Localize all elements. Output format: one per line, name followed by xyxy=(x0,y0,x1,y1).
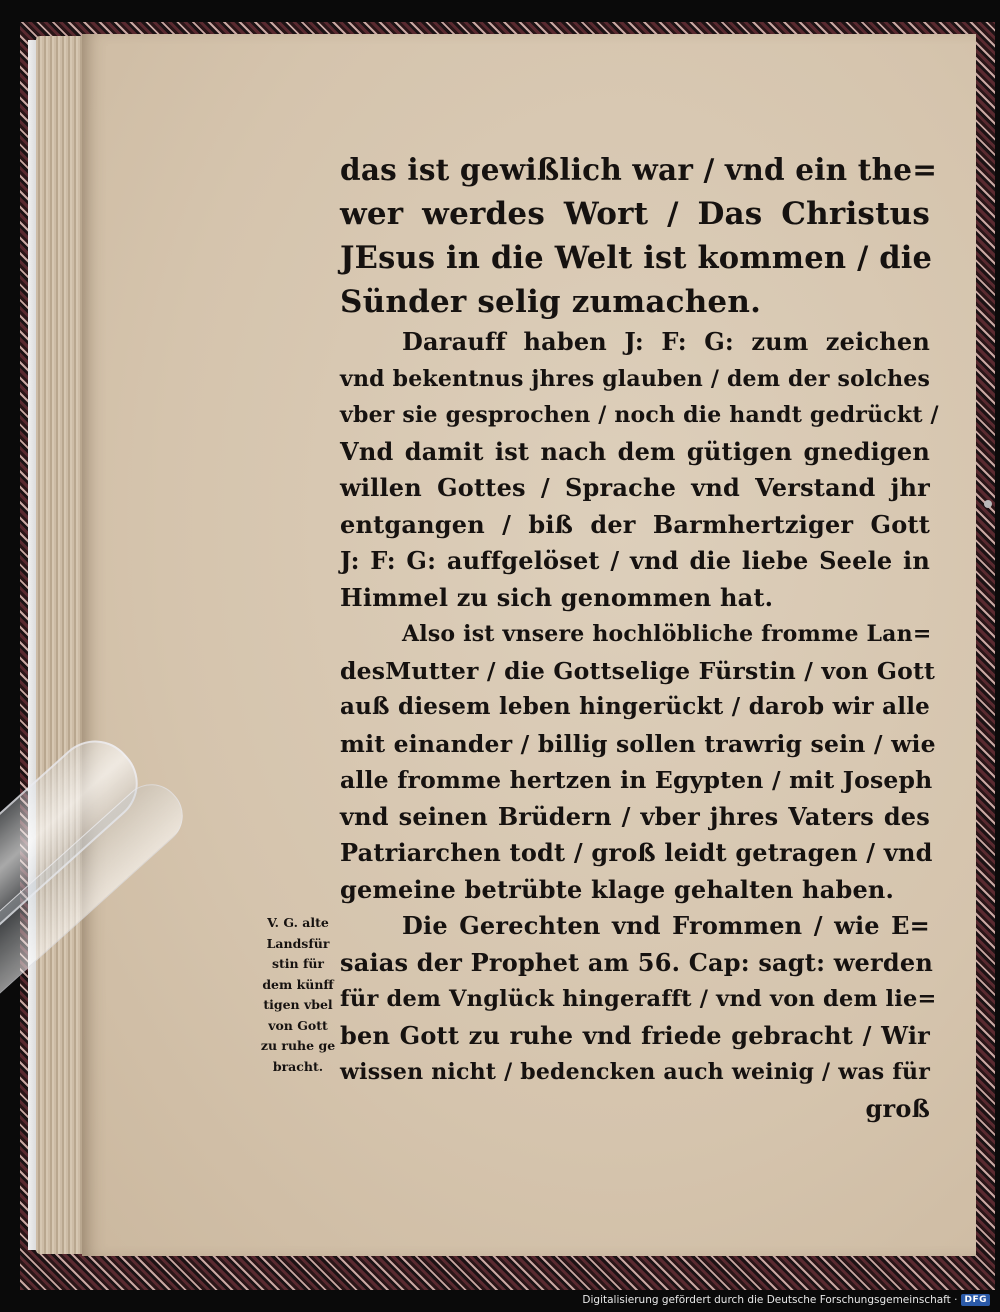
text-line: Patriarchen todt / groß leidt getragen / vnd xyxy=(340,838,933,867)
text-line: wissen nicht / bedencken auch weinig / was für xyxy=(340,1059,930,1085)
text-line: groß xyxy=(865,1093,930,1123)
text-line: gemeine betrübte klage gehalten haben. xyxy=(340,874,895,904)
text-line: J: F: G: auffgelöset / vnd die liebe Seele in xyxy=(340,546,930,575)
dfg-logo: DFG xyxy=(961,1294,990,1306)
text-line: Vnd damit ist nach dem gütigen gnedigen xyxy=(340,436,930,466)
text-line: vber sie gesprochen / noch die handt gedrückt / xyxy=(340,402,939,428)
digitization-footer xyxy=(582,1292,990,1308)
marginal-note-line: bracht. xyxy=(272,1058,324,1074)
text-line: entgangen / biß der Barmhertziger Gott xyxy=(340,509,930,539)
marginal-note-line: stin für xyxy=(271,956,325,971)
text-line: JEsus in die Welt ist kommen / die xyxy=(340,240,933,276)
text-line: auß diesem leben hingerückt / darob wir alle xyxy=(340,693,930,720)
text-line: ben Gott zu ruhe vnd friede gebracht / Wir xyxy=(340,1020,930,1050)
marginal-note-line: Landsfür xyxy=(266,935,330,951)
text-line: vnd bekentnus jhres glauben / dem der solches xyxy=(340,365,931,392)
text-line: für dem Vnglück hingerafft / vnd von dem lie= xyxy=(340,986,937,1012)
marginal-note xyxy=(252,913,344,1077)
text-line: Die Gerechten vnd Frommen / wie E= xyxy=(402,911,930,940)
marginal-note-line: V. G. alte xyxy=(267,915,329,930)
text-line: saias der Prophet am 56. Cap: sagt: werden xyxy=(340,947,933,977)
text-line: Himmel zu sich genommen hat. xyxy=(340,582,774,612)
main-text-block xyxy=(340,148,939,1127)
text-line: wer werdes Wort / Das Christus xyxy=(340,196,930,232)
marginal-note-line: von Gott xyxy=(268,1017,328,1033)
text-line: vnd seinen Brüdern / vber jhres Vaters des xyxy=(340,801,930,831)
text-line: Darauff haben J: F: G: zum zeichen xyxy=(402,327,930,356)
text-line: desMutter / die Gottselige Fürstin / von Gott xyxy=(340,656,936,685)
binding-pin xyxy=(984,500,992,508)
marginal-note-line: zu ruhe ge xyxy=(260,1038,336,1053)
text-line: Sünder selig zumachen. xyxy=(340,284,762,320)
marginal-note-line: tigen vbel xyxy=(263,997,333,1012)
text-line: das ist gewißlich war / vnd ein the= xyxy=(340,152,938,187)
marginal-note-line: dem künff xyxy=(262,976,334,992)
text-line: Also ist vnsere hochlöbliche fromme Lan= xyxy=(402,621,932,647)
text-line: alle fromme hertzen in Egypten / mit Joseph xyxy=(340,766,933,794)
footer-text: Digitalisierung gefördert durch die Deutsche Forschungsgemeinschaft · xyxy=(582,1294,958,1306)
text-line: mit einander / billig sollen trawrig sein / wie xyxy=(340,729,936,758)
text-line: willen Gottes / Sprache vnd Verstand jhr xyxy=(340,473,930,502)
